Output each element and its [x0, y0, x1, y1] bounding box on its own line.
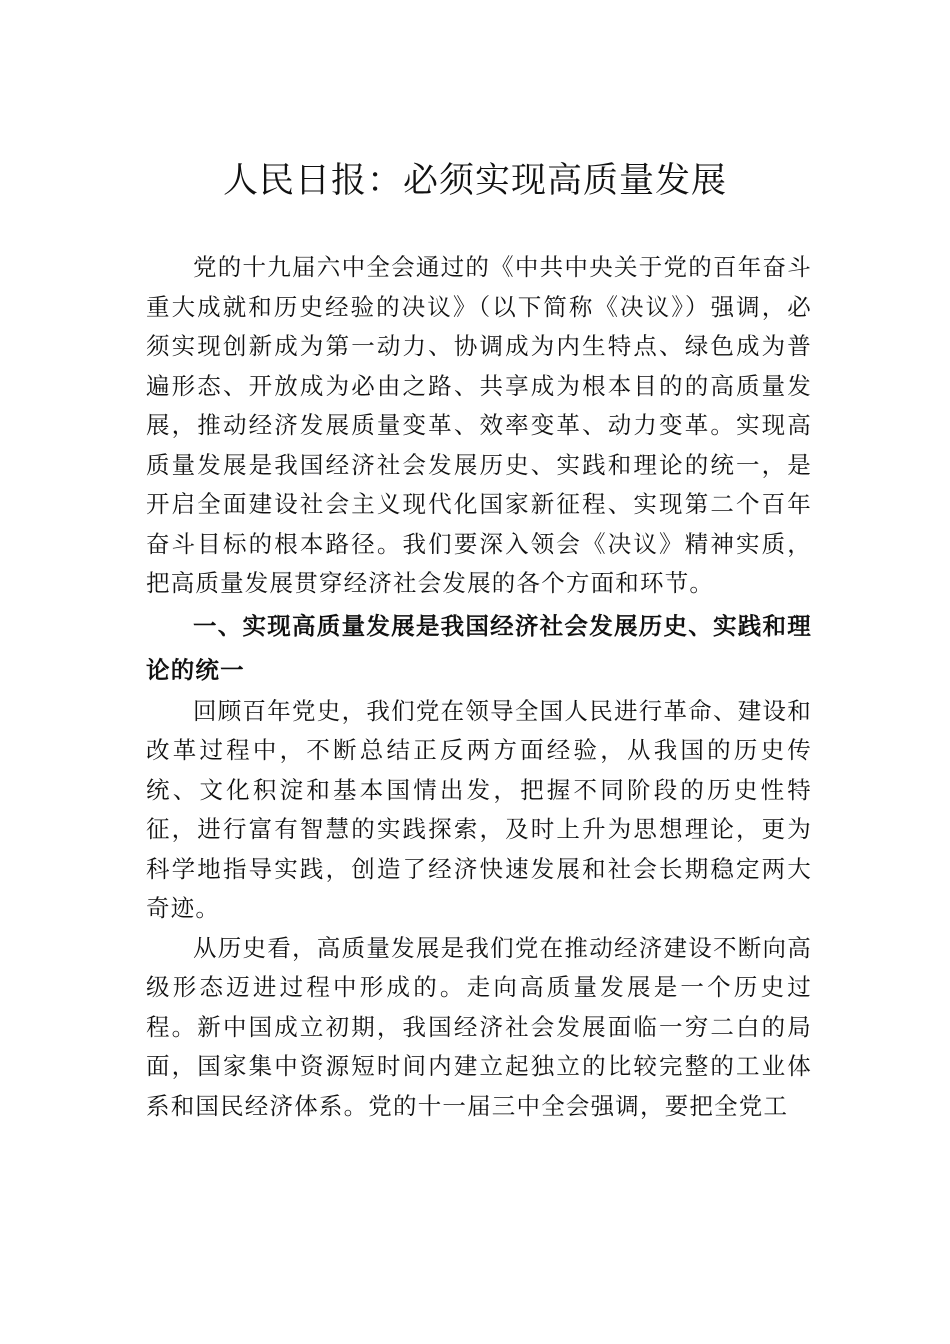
- paragraph-intro: 党的十九届六中全会通过的《中共中央关于党的百年奋斗重大成就和历史经验的决议》（以下简称《决议》）强调，必须实现创新成为第一动力、协调成为内生特点、绿色成为普遍形态、开放成为必由之路、共享成为根本目的的高质量发展，推动经济发展质量变革、效率变革、动力变革。实现高质量发展是我国经济社会发展历史、实践和理论的统一，是开启全面建设社会主义现代化国家新征程、实现第二个百年奋斗目标的根本路径。我们要深入领会《决议》精神实质，把高质量发展贯穿经济社会发展的各个方面和环节。: [146, 253, 812, 597]
- section-heading-1: 一、实现高质量发展是我国经济社会发展历史、实践和理论的统一: [146, 611, 812, 684]
- document-body: [146, 248, 812, 1126]
- paragraph-party-history: 回顾百年党史，我们党在领导全国人民进行革命、建设和改革过程中，不断总结正反两方面经验，从我国的历史传统、文化积淀和基本国情出发，把握不同阶段的历史性特征，进行富有智慧的实践探索，及时上升为思想理论，更为科学地指导实践，创造了经济快速发展和社会长期稳定两大奇迹。: [146, 696, 812, 922]
- paragraph-history-view: 从历史看，高质量发展是我们党在推动经济建设不断向高级形态迈进过程中形成的。走向高质量发展是一个历史过程。新中国成立初期，我国经济社会发展面临一穷二白的局面，国家集中资源短时间内建立起独立的比较完整的工业体系和国民经济体系。党的十一届三中全会强调，要把全党工: [146, 933, 812, 1120]
- document-title: 人民日报：必须实现高质量发展: [222, 161, 727, 201]
